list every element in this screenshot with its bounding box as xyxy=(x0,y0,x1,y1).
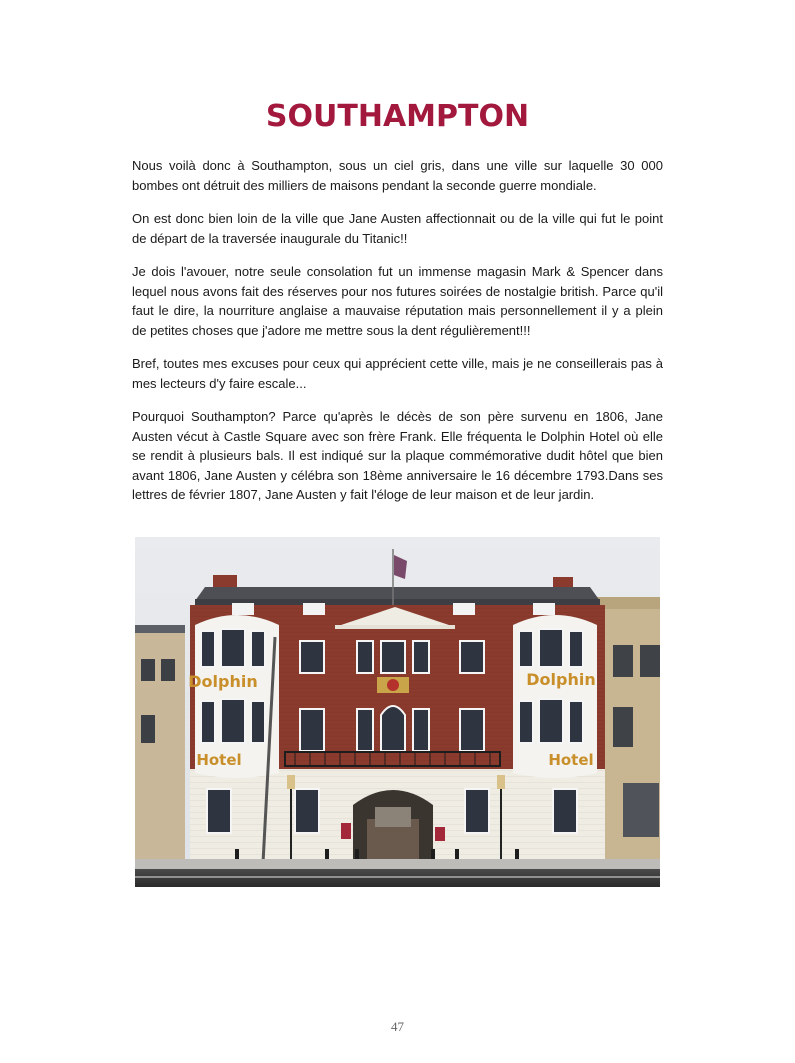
page-number: 47 xyxy=(391,1019,404,1034)
article-body xyxy=(132,156,663,519)
hotel-sign-right: Hotel xyxy=(548,751,594,769)
paragraph-3: Je dois l'avouer, notre seule consolation fut un immense magasin Mark & Spencer dans lequel nous avons fait des réserves pour nos futures soirées de nostalgie british. Parce qu'il faut le dire, la nourriture anglaise a mauvaise réputation mais personnellement il y a plein de petites choses que j'adore me mettre sous la dent régulièrement!!! xyxy=(132,264,663,338)
dolphin-sign-right: Dolphin xyxy=(526,670,596,689)
dolphin-sign-left: Dolphin xyxy=(188,672,258,691)
page-title: SOUTHAMPTON xyxy=(265,99,530,134)
hotel-sign-left: Hotel xyxy=(196,751,242,769)
paragraph-1: Nous voilà donc à Southampton, sous un ciel gris, dans une ville sur laquelle 30 000 bombes ont détruit des milliers de maisons pendant la seconde guerre mondiale. xyxy=(132,158,663,193)
dolphin-hotel-photo xyxy=(135,537,660,887)
paragraph-2: On est donc bien loin de la ville que Jane Austen affectionnait ou de la ville qui fut le point de départ de la traversée inaugurale du Titanic!! xyxy=(132,211,663,246)
paragraph-4: Bref, toutes mes excuses pour ceux qui apprécient cette ville, mais je ne conseillerais pas à mes lecteurs d'y faire escale... xyxy=(132,356,663,391)
paragraph-5: Pourquoi Southampton? Parce qu'après le décès de son père survenu en 1806, Jane Austen vécut à Castle Square avec son frère Frank. Elle fréquenta le Dolphin Hotel où elle se rendit à plusieurs bals. Il est indiqué sur la plaque commémorative dudit hôtel que bien avant 1806, Jane Austen y célébra son 18ème anniversaire le 16 décembre 1793.Dans ses lettres de février 1807, Jane Austen y fait l'éloge de leur maison et de leur jardin. xyxy=(132,409,663,502)
